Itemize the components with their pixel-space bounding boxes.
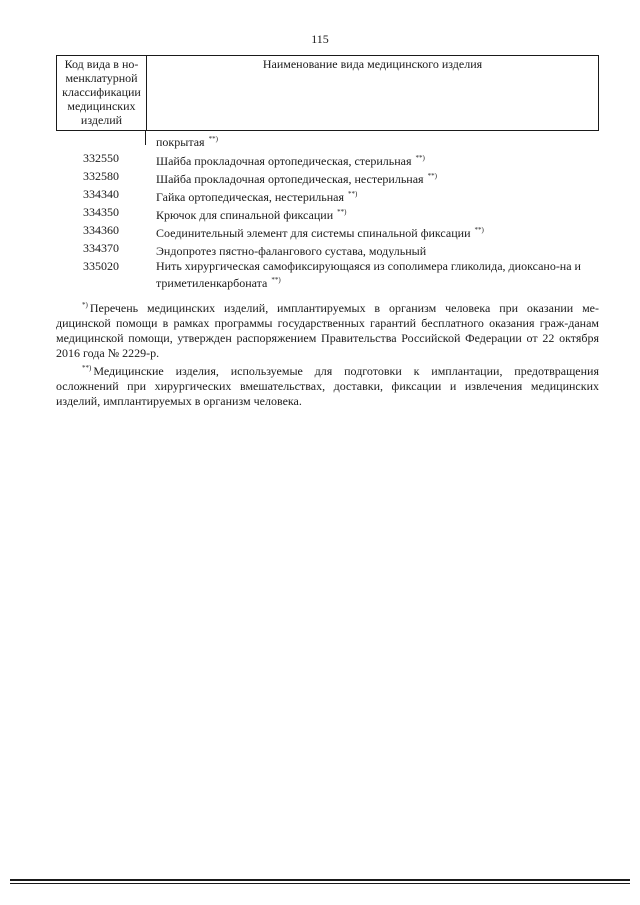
code-column-header: Код вида в но-менклатурной классификации медицинских изделий	[57, 56, 147, 130]
footnote-marker: **)	[347, 190, 358, 198]
table-row	[56, 204, 599, 222]
bottom-rule	[10, 879, 630, 881]
code-column-divider	[56, 131, 146, 145]
footnote	[56, 298, 599, 361]
table-row	[56, 168, 599, 186]
table-row	[56, 186, 599, 204]
row-name	[146, 168, 599, 186]
row-code: 334340	[83, 187, 119, 201]
footnote	[56, 361, 599, 409]
row-name	[146, 222, 599, 240]
footnote-marker: **)	[474, 226, 484, 234]
row-code: 334370	[83, 241, 119, 255]
row-name	[146, 204, 599, 222]
row-name	[146, 258, 599, 290]
footnotes	[56, 298, 599, 409]
row-code: 332550	[83, 151, 119, 165]
footnote-marker: **)	[271, 276, 281, 284]
row-code: 334360	[83, 223, 119, 237]
table-row	[56, 258, 599, 290]
footnote-marker: **)	[337, 208, 347, 216]
footnote-marker: **)	[427, 172, 437, 180]
footnote-text: Медицинские изделия, используемые для подготовки к имплантации, предотвращения осложнений при хирургических вмешательствах, доставки, фиксации и извлечения медицинских изделий, имплантируемых в организм человека.	[56, 364, 599, 408]
footnote-marker: **)	[208, 135, 218, 143]
row-name-text: Шайба прокладочная ортопедическая, стерильная	[156, 154, 412, 168]
continuation-label: покрытая	[156, 135, 205, 149]
bottom-rule-thin	[10, 883, 630, 884]
table-row	[56, 240, 599, 258]
row-name-text: Крючок для спинальной фиксации	[156, 208, 334, 222]
row-name-text: Шайба прокладочная ортопедическая, нестерильная	[156, 172, 424, 186]
row-name-text: Нить хирургическая самофиксирующаяся из сополимера гликолида, диоксано-на и триметиленкарбоната	[156, 259, 581, 290]
table-body	[56, 150, 599, 290]
footnote-marker: **)	[415, 154, 425, 162]
footnote-marker: *)	[82, 301, 88, 309]
row-code: 332580	[83, 169, 119, 183]
row-name-text: Соединительный элемент для системы спинальной фиксации	[156, 226, 471, 240]
row-code: 335020	[83, 259, 119, 273]
table-row	[56, 222, 599, 240]
row-name	[146, 186, 599, 204]
table-row	[56, 150, 599, 168]
continuation-text	[156, 132, 218, 149]
page-number: 115	[311, 32, 329, 46]
row-name-text: Эндопротез пястно-фалангового сустава, модульный	[156, 244, 427, 258]
table-header	[56, 55, 599, 131]
row-name-text: Гайка ортопедическая, нестерильная	[156, 190, 344, 204]
name-column-header: Наименование вида медицинского изделия	[262, 57, 483, 71]
row-name	[146, 150, 599, 168]
row-code: 334350	[83, 205, 119, 219]
footnote-text: Перечень медицинских изделий, имплантируемых в организм человека при оказании ме-дицинской помощи в рамках программы государственных гарантий бесплатного оказания граж-данам медицинской помощи, утвержден распоряжением Правительства Российской Федерации от 22 октября 2016 года № 2229-р.	[56, 301, 599, 360]
row-name	[146, 240, 599, 258]
footnote-marker: **)	[82, 364, 92, 372]
